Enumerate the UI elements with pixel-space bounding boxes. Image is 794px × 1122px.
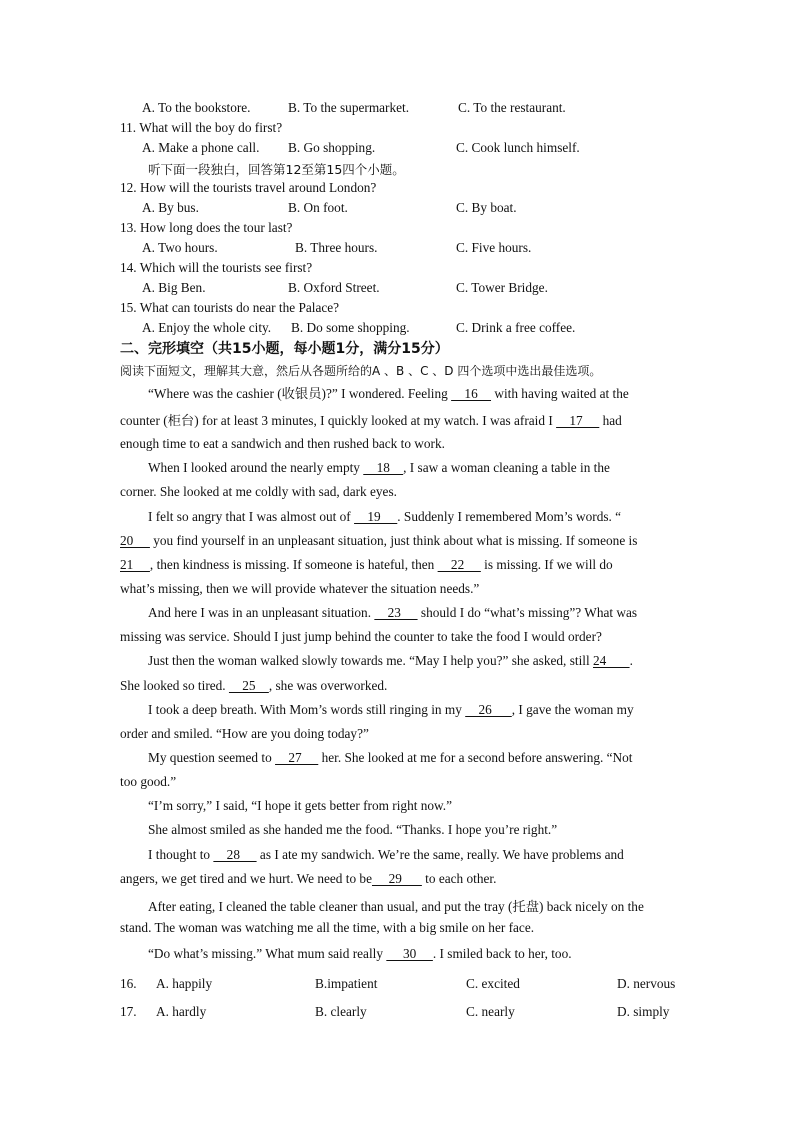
q17-option-d: D. simply <box>617 1004 670 1019</box>
q15-stem: 15. What can tourists do near the Palace? <box>120 300 340 315</box>
blank-22: 22 <box>437 557 481 572</box>
section-title: 二、完形填空（共15小题，每小题1分，满分15分） <box>120 341 449 357</box>
q10-option-a: A. To the bookstore. <box>142 100 251 115</box>
q13-option-c: C. Five hours. <box>456 240 532 255</box>
q13-option-b: B. Three hours. <box>295 240 378 255</box>
passage-line-9: what’s missing, then we will provide whatever the situation needs.” <box>120 581 480 596</box>
q12-stem: 12. How will the tourists travel around London? <box>120 180 377 195</box>
blank-17: 17 <box>556 413 600 428</box>
q11-stem: 11. What will the boy do first? <box>120 120 283 135</box>
q17-option-a: A. hardly <box>156 1004 207 1019</box>
q16-number: 16. <box>120 976 137 991</box>
blank-20: 20 <box>120 533 150 548</box>
blank-28: 28 <box>213 847 257 862</box>
q14-stem: 14. Which will the tourists see first? <box>120 260 313 275</box>
blank-27: 27 <box>275 750 319 765</box>
passage-line-4: When I looked around the nearly empty 18 , I saw a woman cleaning a table in the <box>148 460 610 475</box>
q14-option-c: C. Tower Bridge. <box>456 280 548 295</box>
blank-16: 16 <box>451 386 492 401</box>
q14-option-b: B. Oxford Street. <box>288 280 380 295</box>
q10-option-c: C. To the restaurant. <box>458 100 566 115</box>
q17-option-c: C. nearly <box>466 1004 515 1019</box>
q16-option-a: A. happily <box>156 976 213 991</box>
blank-21: 21 <box>120 557 150 572</box>
q16-option-d: D. nervous <box>617 976 676 991</box>
q17-option-b: B. clearly <box>315 1004 367 1019</box>
listening-note: 听下面一段独白，回答第12至第15四个小题。 <box>148 162 405 177</box>
blank-23: 23 <box>374 605 418 620</box>
passage-line-10: And here I was in an unpleasant situation. 23 should I do “what’s missing”? What was <box>148 605 638 620</box>
passage-line-16: My question seemed to 27 her. She looked at me for a second before answering. “Not <box>148 750 633 765</box>
q13-stem: 13. How long does the tour last? <box>120 220 293 235</box>
passage-line-11: missing was service. Should I just jump behind the counter to take the food I would order? <box>120 629 602 644</box>
passage-line-14: I took a deep breath. With Mom’s words still ringing in my 26 , I gave the woman my <box>148 702 634 717</box>
q15-option-a: A. Enjoy the whole city. <box>142 320 272 335</box>
q11-option-c: C. Cook lunch himself. <box>456 140 580 155</box>
q17-number: 17. <box>120 1004 137 1019</box>
passage-line-2: counter (柜台) for at least 3 minutes, I quickly looked at my watch. I was afraid I 17 had <box>120 413 622 428</box>
passage-line-19: She almost smiled as she handed me the food. “Thanks. I hope you’re right.” <box>148 822 558 837</box>
q11-option-b: B. Go shopping. <box>288 140 376 155</box>
passage-line-7: 20 you find yourself in an unpleasant situation, just think about what is missing. If someone is <box>120 533 638 548</box>
passage-line-21: angers, we get tired and we hurt. We need to be 29 to each other. <box>120 871 497 886</box>
passage-line-22: After eating, I cleaned the table cleaner than usual, and put the tray (托盘) back nicely on the <box>148 899 644 914</box>
q12-option-c: C. By boat. <box>456 200 517 215</box>
q14-option-a: A. Big Ben. <box>142 280 206 295</box>
q13-option-a: A. Two hours. <box>142 240 218 255</box>
passage-line-13: She looked so tired. 25 , she was overworked. <box>120 678 388 693</box>
blank-18: 18 <box>363 460 404 475</box>
q16-option-c: C. excited <box>466 976 520 991</box>
section-instruction: 阅读下面短文，理解其大意，然后从各题所给的A 、B 、C 、D 四个选项中选出最佳选项。 <box>120 364 602 378</box>
passage-line-24: “Do what’s missing.” What mum said really 30 . I smiled back to her, too. <box>148 946 572 961</box>
blank-30: 30 <box>386 946 433 961</box>
passage-line-17: too good.” <box>120 774 177 789</box>
blank-25: 25 <box>228 678 269 693</box>
blank-24: 24 <box>593 653 630 668</box>
q12-option-b: B. On foot. <box>288 200 348 215</box>
passage-line-23: stand. The woman was watching me all the time, with a big smile on her face. <box>120 920 535 935</box>
passage-line-3: enough time to eat a sandwich and then rushed back to work. <box>120 436 445 451</box>
passage-line-1: “Where was the cashier (收银员)?” I wondered. Feeling 16 with having waited at the <box>148 386 629 401</box>
q16-option-b: B.impatient <box>315 976 378 991</box>
blank-26: 26 <box>465 702 512 717</box>
passage-line-8: 21 , then kindness is missing. If someone is hateful, then 22 is missing. If we will do <box>120 557 613 572</box>
passage-line-6: I felt so angry that I was almost out of 19 . Suddenly I remembered Mom’s words. “ <box>148 509 622 524</box>
passage-line-18: “I’m sorry,” I said, “I hope it gets better from right now.” <box>148 798 453 813</box>
passage-line-12: Just then the woman walked slowly towards me. “May I help you?” she asked, still 24 . <box>148 653 633 668</box>
blank-29: 29 <box>371 871 422 886</box>
q11-option-a: A. Make a phone call. <box>142 140 260 155</box>
q12-option-a: A. By bus. <box>142 200 199 215</box>
q15-option-c: C. Drink a free coffee. <box>456 320 576 335</box>
passage-line-20: I thought to 28 as I ate my sandwich. We’re the same, really. We have problems and <box>148 847 624 862</box>
blank-19: 19 <box>354 509 398 524</box>
passage-line-5: corner. She looked at me coldly with sad, dark eyes. <box>120 484 397 499</box>
passage-line-15: order and smiled. “How are you doing today?” <box>120 726 369 741</box>
q10-option-b: B. To the supermarket. <box>288 100 410 115</box>
q15-option-b: B. Do some shopping. <box>291 320 410 335</box>
